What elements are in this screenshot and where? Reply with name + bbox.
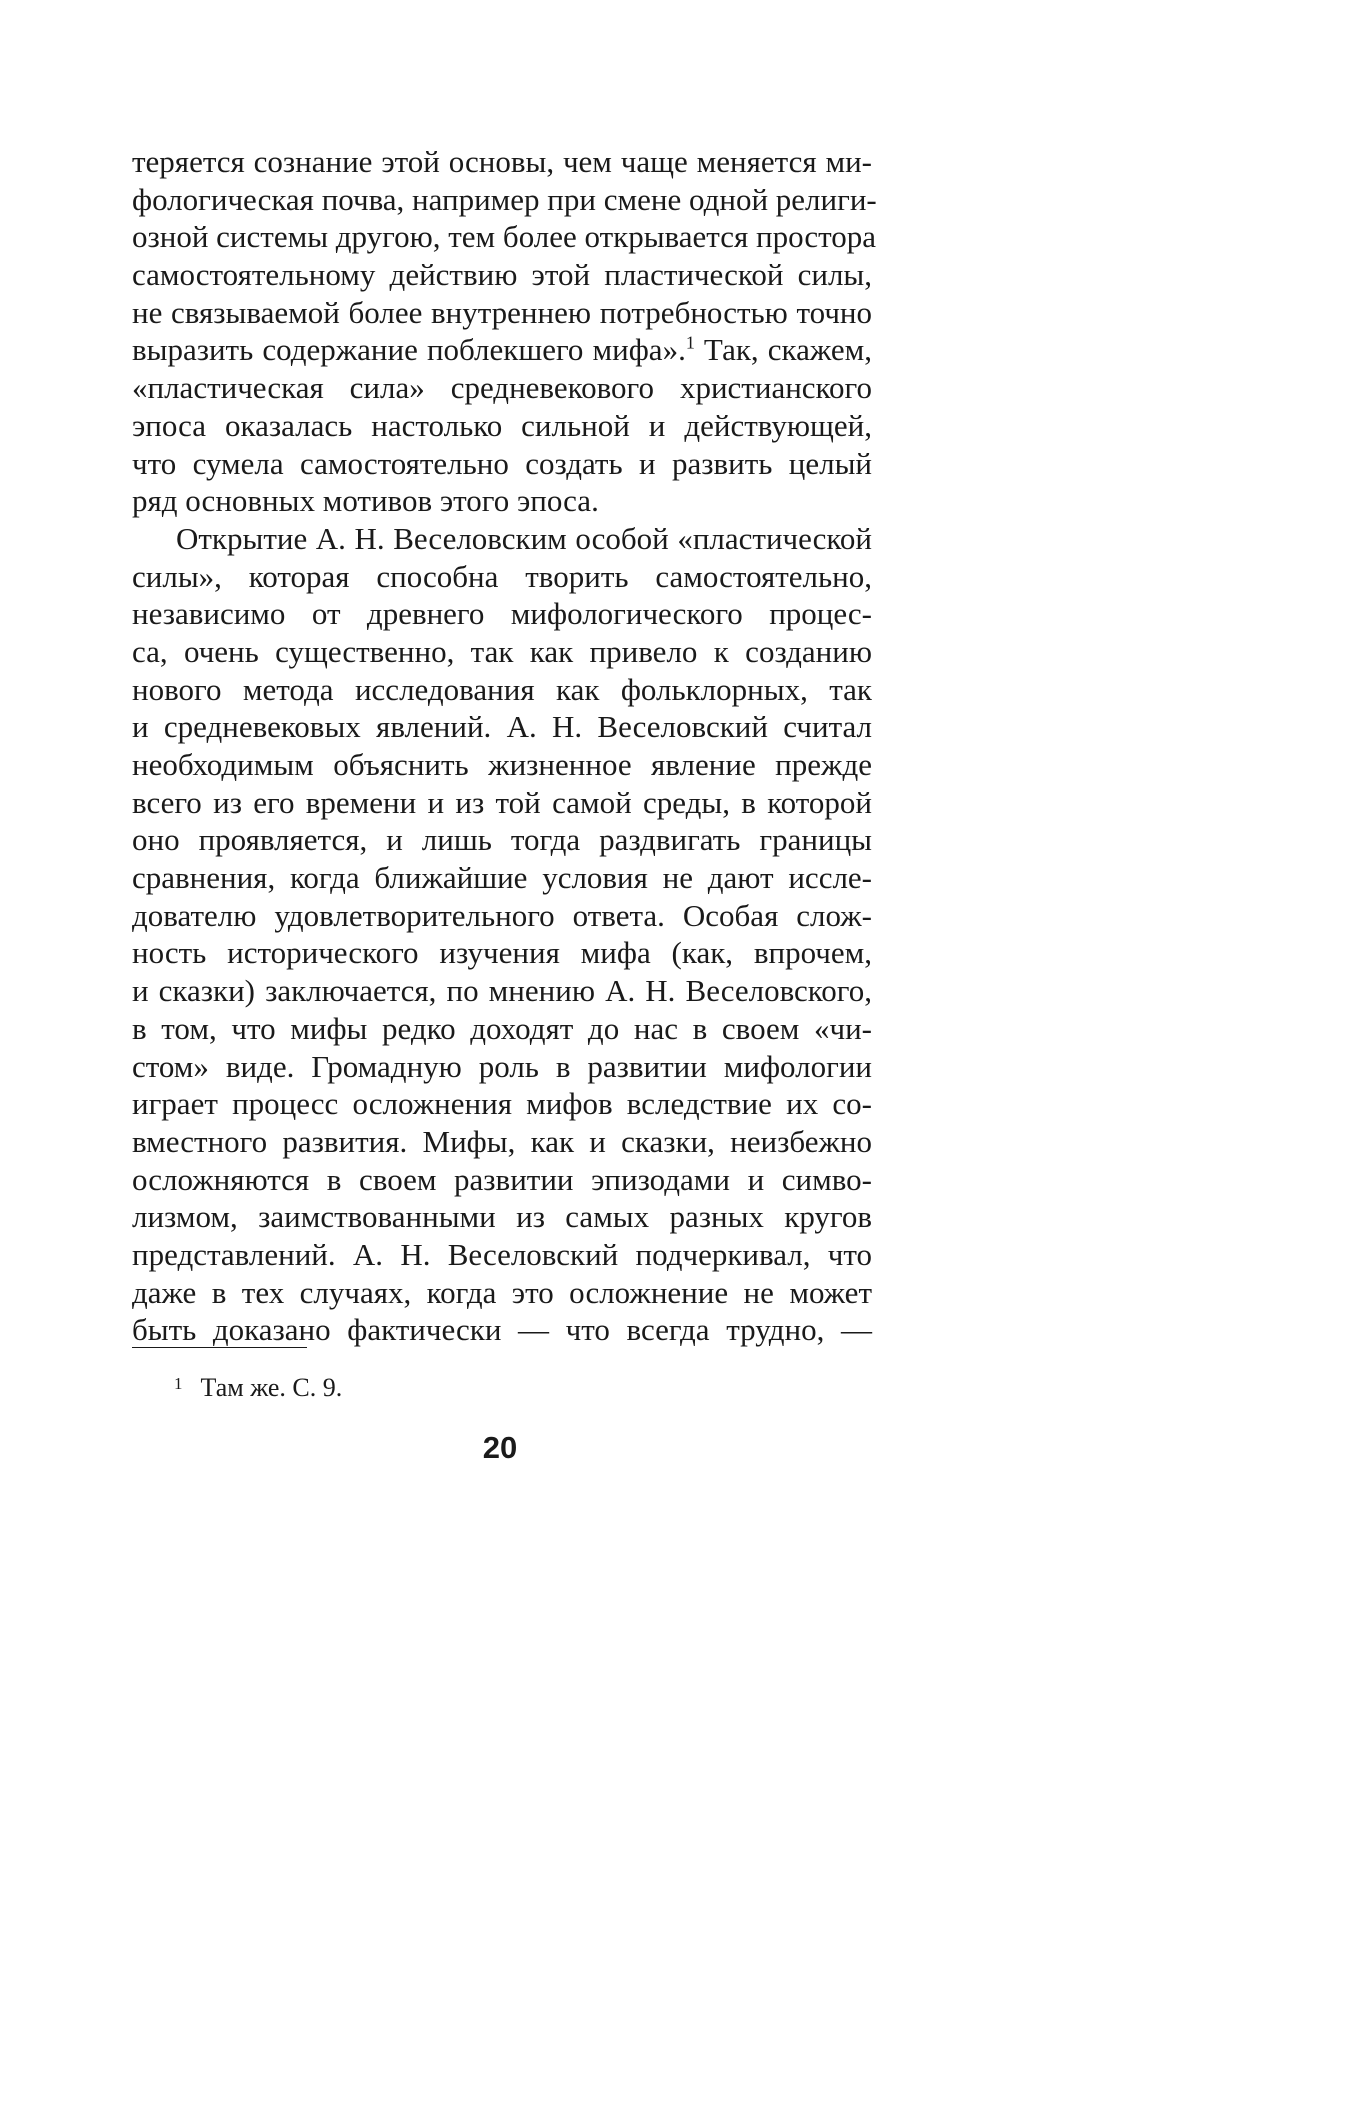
text-line: нового метода исследования как фольклорных, так [132,671,872,707]
text-line: вместного развития. Мифы, как и сказки, неизбежно [132,1123,872,1159]
text-line: быть доказано фактически — что всегда трудно, — [132,1312,872,1348]
footnote-number: 1 [174,1374,183,1393]
body-text [132,143,877,1349]
text-line: не связываемой более внутреннею потребностью точно [132,294,872,330]
text-line: даже в тех случаях, когда это осложнение не может [132,1274,872,1310]
footnote-text: Там же. С. 9. [200,1373,343,1402]
footnote-reference: 1 [685,333,695,354]
footnote-divider [132,1347,307,1348]
text-line: что сумела самостоятельно создать и развить целый [132,445,872,481]
text-line: стом» виде. Громадную роль в развитии мифологии [132,1048,872,1084]
page-number: 20 [482,1430,518,1465]
text-line: дователю удовлетворительного ответа. Особая слож- [132,897,872,933]
text-line: оно проявляется, и лишь тогда раздвигать границы [132,822,872,858]
text-line: необходимым объяснить жизненное явление прежде [132,747,872,782]
text-line: ряд основных мотивов этого эпоса. [132,483,599,519]
text-line: всего из его времени и из той самой среды, в которой [132,784,872,820]
text-line: самостоятельному действию этой пластической силы, [132,257,872,293]
text-line: и сказки) заключается, по мнению А. Н. Веселовского, [132,973,872,1009]
text-line: независимо от древнего мифологического процес- [132,596,872,632]
text-line: лизмом, заимствованными из самых разных кругов [132,1199,872,1235]
text-line: в том, что мифы редко доходят до нас в своем «чи- [132,1010,872,1046]
text-line: силы», которая способна творить самостоятельно, [132,558,872,594]
text-line: озной системы другою, тем более открывается простора [132,219,877,255]
footnote [174,1372,342,1404]
text-line: фологическая почва, например при смене одной религи- [132,181,877,217]
text-line: Открытие А. Н. Веселовским особой «пластической [176,520,872,556]
text-segment: Так, скажем, [694,332,873,368]
text-line: играет процесс осложнения мифов вследствие их со- [132,1086,872,1122]
text-line: ность исторического изучения мифа (как, впрочем, [132,935,872,971]
text-segment: выразить содержание поблекшего мифа». [132,332,686,368]
text-line: сравнения, когда ближайшие условия не дают иссле- [132,860,872,896]
text-line: теряется сознание этой основы, чем чаще меняется ми- [132,144,872,179]
text-line: эпоса оказалась настолько сильной и действующей, [132,407,872,443]
text-line: представлений. А. Н. Веселовский подчеркивал, что [132,1236,872,1272]
text-line: и средневековых явлений. А. Н. Веселовский считал [132,709,872,745]
text-line: са, очень существенно, так как привело к созданию [132,633,872,669]
text-line-with-footnote-ref [132,331,872,369]
text-line: осложняются в своем развитии эпизодами и симво- [132,1161,872,1197]
text-line: «пластическая сила» средневекового христианского [132,370,872,406]
